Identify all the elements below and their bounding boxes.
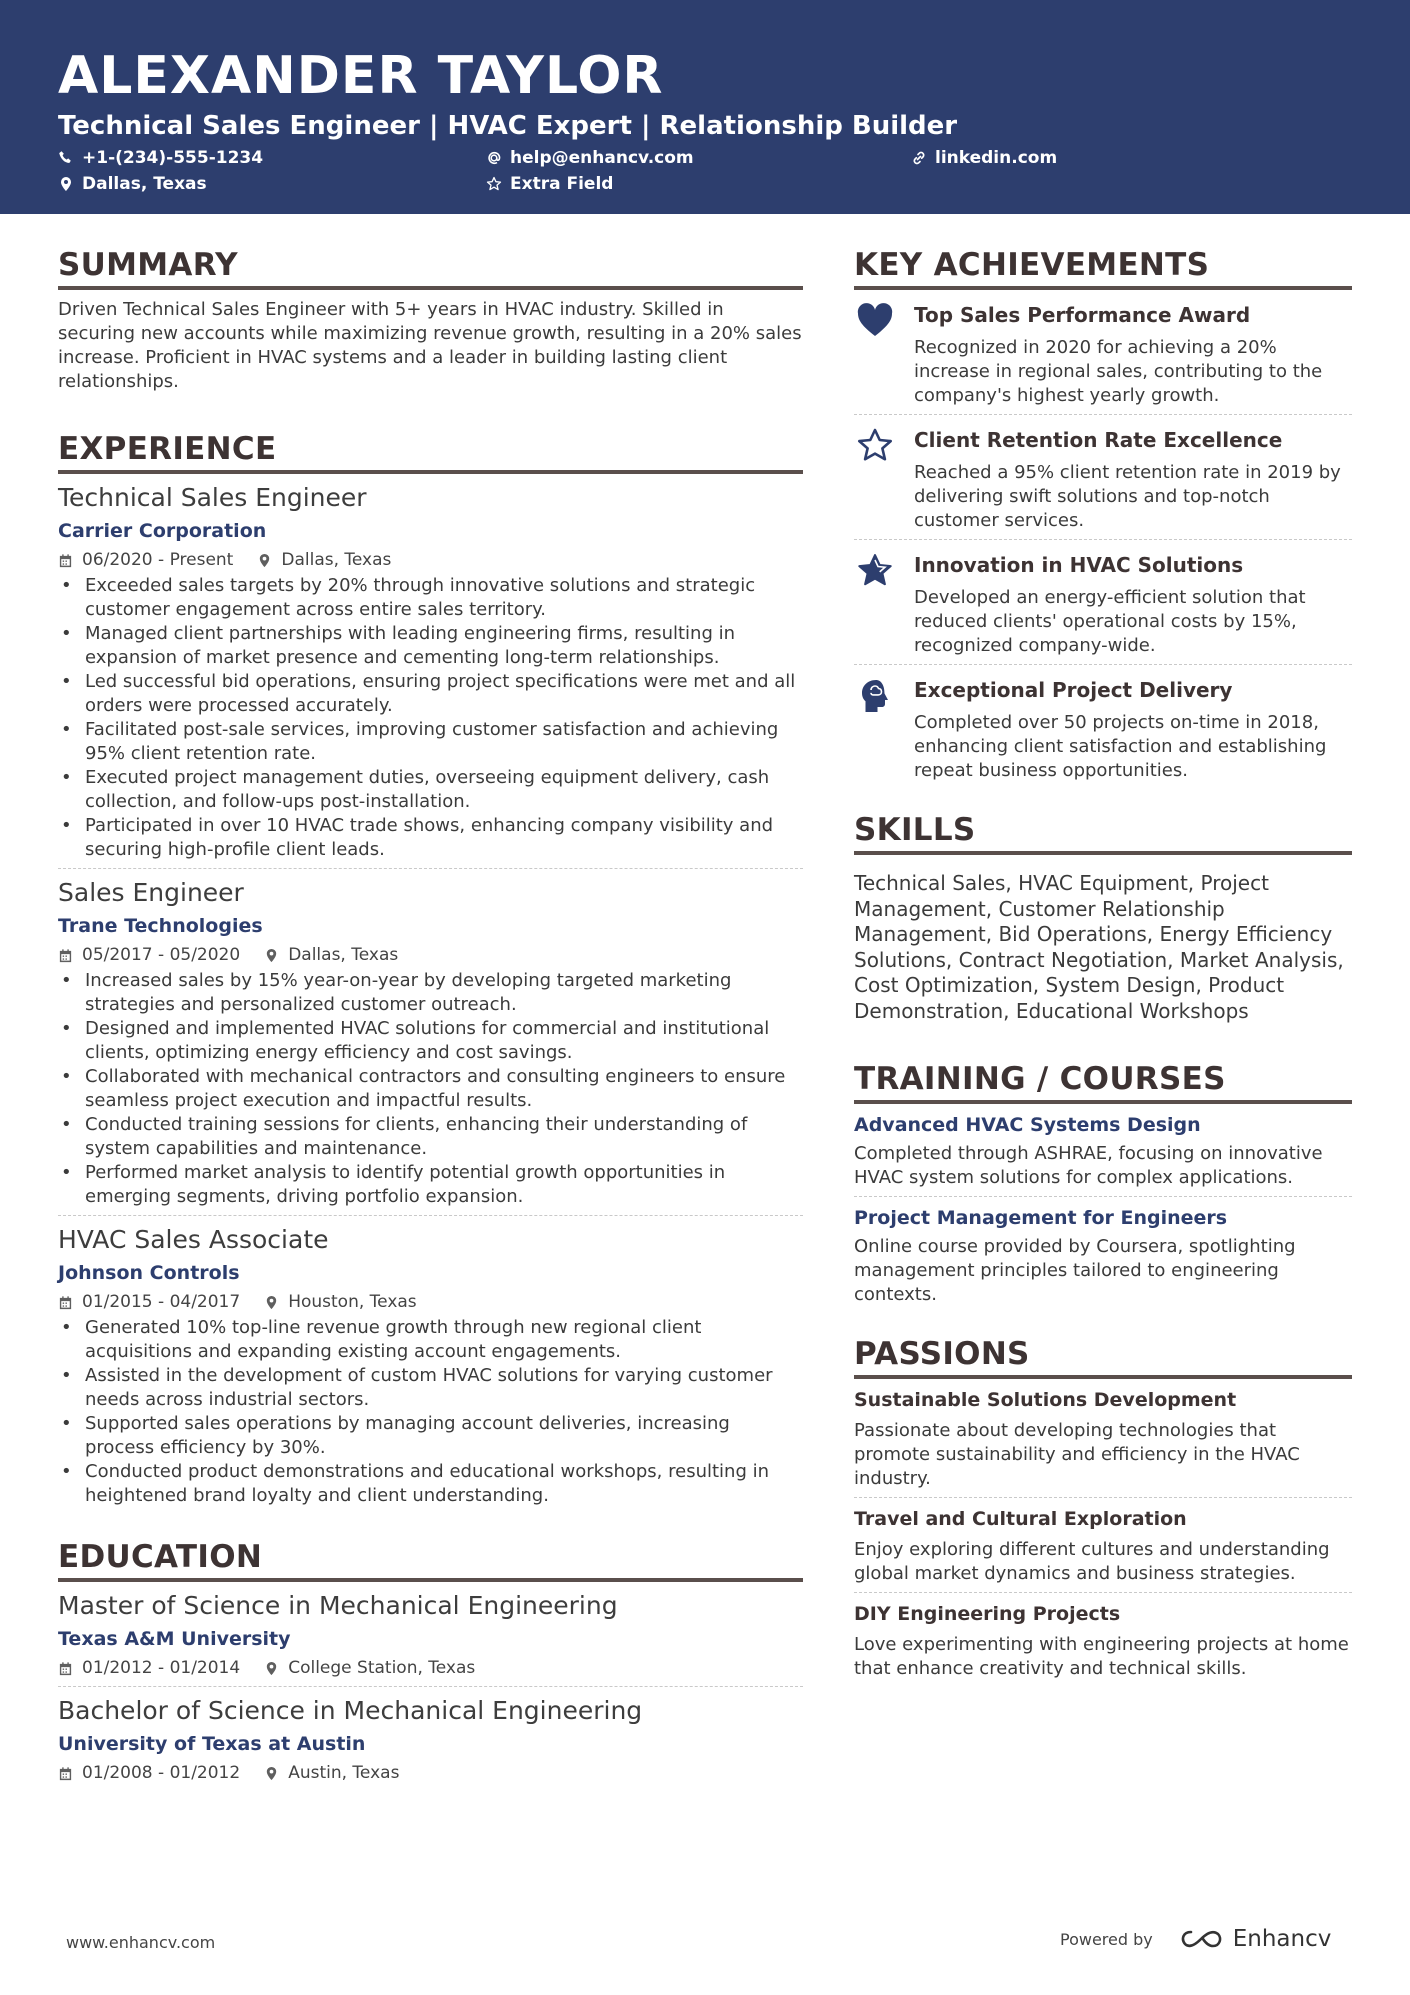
education-heading: EDUCATION	[58, 1538, 803, 1582]
passion-item	[854, 1506, 1352, 1593]
calendar-icon	[58, 1766, 73, 1781]
experience-section	[58, 430, 803, 1514]
bullet-item: • Conducted product demonstrations and educational workshops, resulting in heightened brand loyalty and client understanding.	[58, 1460, 803, 1508]
achievement-description: Completed over 50 projects on-time in 2018, enhancing client satisfaction and establishing repeat business opportunities.	[914, 712, 1327, 781]
education-meta	[58, 1656, 803, 1680]
education-location: Austin, Texas	[288, 1763, 400, 1783]
phone-text: +1-(234)-555-1234	[82, 148, 264, 168]
experience-entry	[58, 482, 803, 869]
school-name: University of Texas at Austin	[58, 1733, 366, 1755]
passions-heading: PASSIONS	[854, 1335, 1352, 1379]
bullet-item: • Designed and implemented HVAC solutions for commercial and institutional clients, optimizing energy efficiency and cost savings.	[58, 1017, 803, 1065]
education-dates: 01/2008 - 01/2012	[82, 1763, 241, 1783]
job-meta	[58, 548, 803, 572]
bullet-item: • Participated in over 10 HVAC trade shows, enhancing company visibility and securing high-profile client leads.	[58, 814, 803, 862]
bullet-item: • Executed project management duties, overseeing equipment delivery, cash collection, and follow-ups post-installation.	[58, 766, 803, 814]
job-dates: 06/2020 - Present	[82, 550, 234, 570]
education-dates: 01/2012 - 01/2014	[82, 1658, 241, 1678]
achievement-title: Exceptional Project Delivery	[914, 678, 1233, 702]
school-name: Texas A&M University	[58, 1628, 291, 1650]
training-heading: TRAINING / COURSES	[854, 1060, 1352, 1104]
education-entry	[58, 1695, 803, 1791]
passion-title: DIY Engineering Projects	[854, 1603, 1121, 1625]
calendar-icon	[58, 1661, 73, 1676]
skills-section	[854, 811, 1352, 1024]
achievements-section	[854, 246, 1352, 789]
heart-icon	[854, 302, 914, 408]
star-outline-icon	[854, 427, 914, 533]
job-meta	[58, 1290, 803, 1314]
degree-title: Master of Science in Mechanical Engineering	[58, 1591, 618, 1620]
bullet-item: • Generated 10% top-line revenue growth through new regional client acquisitions and expanding existing account engagements.	[58, 1316, 803, 1364]
experience-entry	[58, 1224, 803, 1514]
course-item	[854, 1205, 1352, 1313]
passion-title: Travel and Cultural Exploration	[854, 1508, 1187, 1530]
contact-info	[58, 146, 1358, 200]
location-text: Dallas, Texas	[82, 174, 207, 194]
job-bullets	[58, 574, 803, 862]
email-link[interactable]: help@enhancv.com	[510, 148, 694, 168]
job-bullets	[58, 969, 803, 1209]
location-pin-icon	[264, 1295, 279, 1310]
contact-linkedin[interactable]	[911, 146, 1057, 170]
achievement-description: Reached a 95% client retention rate in 2019 by delivering swift solutions and top-notch customer services.	[914, 462, 1341, 531]
course-description: Online course provided by Coursera, spotlighting management principles tailored to engineering contexts.	[854, 1236, 1296, 1305]
achievement-item	[854, 415, 1352, 540]
bullet-item: • Led successful bid operations, ensuring project specifications were met and all orders were processed accurately.	[58, 670, 803, 718]
achievement-item	[854, 290, 1352, 415]
enhancv-logo-icon	[1179, 1927, 1225, 1951]
achievement-item	[854, 665, 1352, 789]
star-icon	[486, 176, 502, 192]
achievement-title: Client Retention Rate Excellence	[914, 428, 1283, 452]
achievements-heading: KEY ACHIEVEMENTS	[854, 246, 1352, 290]
head-brain-icon	[854, 677, 914, 783]
job-title: HVAC Sales Associate	[58, 1225, 329, 1254]
course-title: Advanced HVAC Systems Design	[854, 1114, 1201, 1136]
bullet-item: • Assisted in the development of custom HVAC solutions for varying customer needs across industrial sectors.	[58, 1364, 803, 1412]
location-pin-icon	[264, 1661, 279, 1676]
job-dates: 01/2015 - 04/2017	[82, 1292, 241, 1312]
experience-heading: EXPERIENCE	[58, 430, 803, 474]
education-entry	[58, 1590, 803, 1687]
course-description: Completed through ASHRAE, focusing on innovative HVAC system solutions for complex applications.	[854, 1143, 1323, 1188]
bullet-item: • Collaborated with mechanical contractors and consulting engineers to ensure seamless project execution and impactful results.	[58, 1065, 803, 1113]
job-location: Dallas, Texas	[288, 945, 399, 965]
left-column	[58, 246, 803, 1799]
location-pin-icon	[264, 1766, 279, 1781]
job-meta	[58, 943, 803, 967]
contact-location	[58, 172, 207, 196]
experience-entry	[58, 877, 803, 1216]
calendar-icon	[58, 948, 73, 963]
bullet-item: • Supported sales operations by managing account deliveries, increasing process efficiency by 30%.	[58, 1412, 803, 1460]
linkedin-link[interactable]: linkedin.com	[935, 148, 1058, 168]
contact-phone	[58, 146, 263, 170]
footer-powered-by	[1060, 1926, 1331, 1952]
education-section	[58, 1538, 803, 1791]
enhancv-brand-text: Enhancv	[1232, 1926, 1332, 1952]
summary-heading: SUMMARY	[58, 246, 803, 290]
contact-email[interactable]	[486, 146, 694, 170]
resume-header	[0, 0, 1410, 214]
job-title: Technical Sales Engineer	[58, 483, 367, 512]
bullet-item: • Facilitated post-sale services, improving customer satisfaction and achieving 95% client retention rate.	[58, 718, 803, 766]
bullet-item: • Increased sales by 15% year-on-year by developing targeted marketing strategies and personalized customer outreach.	[58, 969, 803, 1017]
footer-website[interactable]: www.enhancv.com	[66, 1933, 216, 1952]
company-name: Johnson Controls	[58, 1262, 240, 1284]
at-icon	[486, 150, 502, 166]
achievement-title: Top Sales Performance Award	[914, 303, 1251, 327]
calendar-icon	[58, 1295, 73, 1310]
achievement-description: Recognized in 2020 for achieving a 20% increase in regional sales, contributing to the company's highest yearly growth.	[914, 337, 1323, 406]
achievement-title: Innovation in HVAC Solutions	[914, 553, 1244, 577]
location-pin-icon	[257, 553, 272, 568]
education-location: College Station, Texas	[288, 1658, 476, 1678]
contact-extra	[486, 172, 613, 196]
bullet-item: • Conducted training sessions for clients, enhancing their understanding of system capabilities and maintenance.	[58, 1113, 803, 1161]
achievement-item	[854, 540, 1352, 665]
link-icon	[911, 150, 927, 166]
job-title: Sales Engineer	[58, 878, 244, 907]
location-pin-icon	[264, 948, 279, 963]
degree-title: Bachelor of Science in Mechanical Engineering	[58, 1696, 643, 1725]
passion-description: Passionate about developing technologies that promote sustainability and efficiency in the HVAC industry.	[854, 1420, 1300, 1489]
training-section	[854, 1060, 1352, 1313]
passion-title: Sustainable Solutions Development	[854, 1389, 1237, 1411]
passion-description: Enjoy exploring different cultures and understanding global market dynamics and business strategies.	[854, 1539, 1330, 1584]
company-name: Trane Technologies	[58, 915, 263, 937]
achievement-description: Developed an energy-efficient solution that reduced clients' operational costs by 15%, recognized company-wide.	[914, 587, 1306, 656]
company-name: Carrier Corporation	[58, 520, 267, 542]
candidate-headline: Technical Sales Engineer | HVAC Expert | Relationship Builder	[58, 111, 958, 141]
job-location: Houston, Texas	[288, 1292, 417, 1312]
bullet-item: • Performed market analysis to identify potential growth opportunities in emerging segments, driving portfolio expansion.	[58, 1161, 803, 1209]
course-item	[854, 1112, 1352, 1197]
passion-item	[854, 1601, 1352, 1687]
course-title: Project Management for Engineers	[854, 1207, 1228, 1229]
phone-icon	[58, 150, 74, 166]
education-meta	[58, 1761, 803, 1785]
powered-by-label: Powered by	[1060, 1929, 1153, 1949]
enhancv-logo[interactable]	[1179, 1926, 1332, 1952]
skills-list: Technical Sales, HVAC Equipment, Project Management, Customer Relationship Management, Bid Operations, Energy Efficiency Solutions, Contract Negotiation, Market Analysis, Cost Optimization, System Design, Product Demonstration, Educational Workshops	[854, 871, 1344, 1023]
bullet-item: • Exceeded sales targets by 20% through innovative solutions and strategic customer engagement across entire sales territory.	[58, 574, 803, 622]
skills-heading: SKILLS	[854, 811, 1352, 855]
passions-section	[854, 1335, 1352, 1687]
job-bullets	[58, 1316, 803, 1508]
job-dates: 05/2017 - 05/2020	[82, 945, 241, 965]
candidate-name: ALEXANDER TAYLOR	[58, 46, 664, 106]
bullet-item: • Managed client partnerships with leading engineering firms, resulting in expansion of market presence and cementing long-term relationships.	[58, 622, 803, 670]
passion-item	[854, 1387, 1352, 1498]
passion-description: Love experimenting with engineering projects at home that enhance creativity and technical skills.	[854, 1634, 1349, 1679]
summary-section	[58, 246, 803, 394]
right-column	[854, 246, 1352, 1695]
summary-text: Driven Technical Sales Engineer with 5+ years in HVAC industry. Skilled in securing new accounts while maximizing revenue growth, resulting in a 20% sales increase. Proficient in HVAC systems and a leader in building lasting client relationships.	[58, 299, 802, 392]
location-pin-icon	[58, 176, 74, 192]
star-filled-icon	[854, 552, 914, 658]
extra-field-text: Extra Field	[510, 174, 614, 194]
job-location: Dallas, Texas	[281, 550, 392, 570]
calendar-icon	[58, 553, 73, 568]
